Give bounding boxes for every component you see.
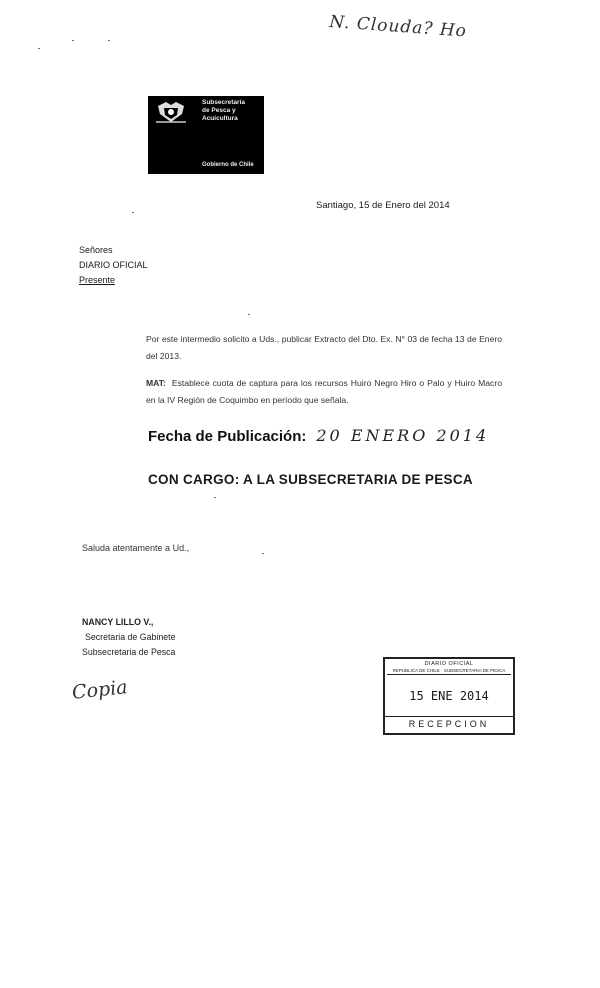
charge-line: CON CARGO: A LA SUBSECRETARIA DE PESCA bbox=[148, 472, 473, 487]
addressee-salutation: Señores bbox=[79, 245, 113, 255]
signatory-name: NANCY LILLO V., bbox=[82, 617, 154, 627]
signatory-title: Secretaria de Gabinete bbox=[85, 632, 176, 642]
signatory-office: Subsecretaria de Pesca bbox=[82, 647, 176, 657]
logo-government-text: Gobierno de Chile bbox=[202, 162, 254, 168]
mat-label: MAT: bbox=[146, 378, 166, 388]
publication-handwritten-date: 20 ENERO 2014 bbox=[316, 426, 490, 445]
scan-speck bbox=[262, 553, 264, 554]
government-logo bbox=[148, 96, 264, 174]
mat-paragraph bbox=[146, 375, 502, 409]
addressee-presente: Presente bbox=[79, 275, 116, 285]
handwritten-annotation: N. Clouda? Ho bbox=[328, 12, 468, 42]
closing-line: Saluda atentamente a Ud., bbox=[82, 543, 190, 553]
stamp-subheader: REPUBLICA DE CHILE · SUBSECRETARIA DE PESCA bbox=[387, 668, 511, 675]
mat-text: Establece cuota de captura para los recursos Huiro Negro Hiro o Palo y Huiro Macro en la IV Región de Coquimbo en período que señala. bbox=[146, 378, 502, 405]
publication-date bbox=[148, 426, 489, 445]
scan-speck bbox=[132, 212, 134, 213]
coat-of-arms-icon bbox=[154, 100, 188, 126]
scan-speck bbox=[72, 40, 74, 41]
stamp-header: DIARIO OFICIAL bbox=[424, 661, 474, 667]
scan-speck bbox=[108, 40, 110, 41]
copy-handwritten-mark: Copia bbox=[71, 676, 129, 704]
publication-label: Fecha de Publicación: bbox=[148, 428, 307, 445]
addressee-name: DIARIO OFICIAL bbox=[79, 260, 148, 270]
scan-speck bbox=[248, 314, 250, 315]
stamp-date: 15 ENE 2014 bbox=[409, 689, 489, 703]
request-paragraph: Por este intermedio solicito a Uds., publicar Extracto del Dto. Ex. N° 03 de fecha 13 de Enero del 2013. bbox=[146, 334, 502, 361]
logo-org-text: Subsecretaría de Pesca y Acuicultura bbox=[202, 99, 245, 122]
stamp-status: RECEPCION bbox=[385, 716, 513, 729]
date-line: Santiago, 15 de Enero del 2014 bbox=[316, 200, 450, 211]
reception-stamp bbox=[383, 657, 515, 735]
scan-speck bbox=[38, 48, 40, 49]
scan-speck bbox=[214, 497, 216, 498]
